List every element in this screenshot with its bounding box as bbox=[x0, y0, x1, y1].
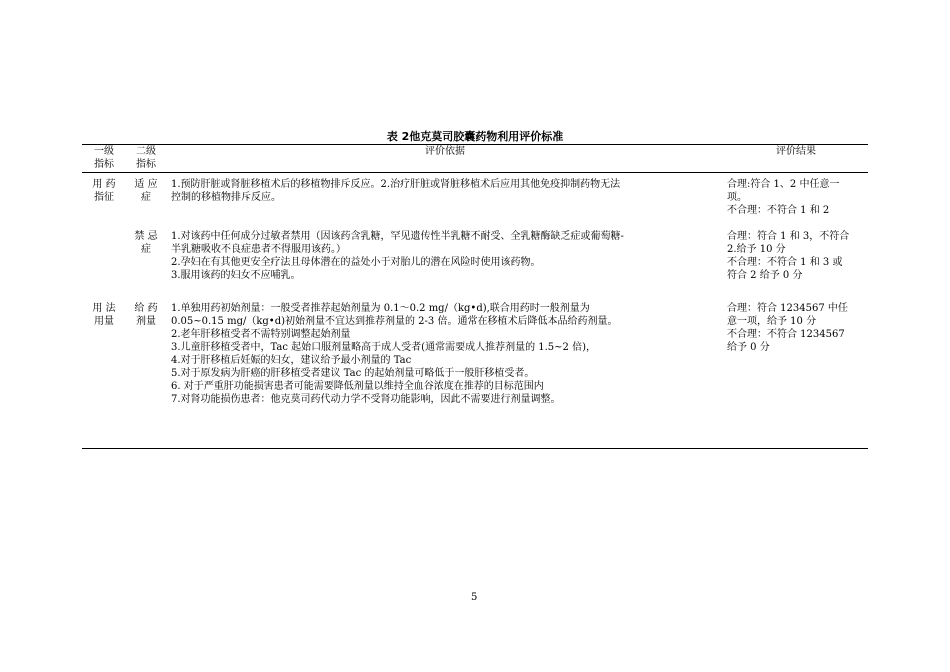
row-dosage-level2: 给 药 剂量 bbox=[134, 303, 158, 327]
header-result: 评价结果 bbox=[776, 146, 816, 157]
row-dosage-level1: 用 法 用量 bbox=[92, 303, 116, 327]
header-level2: 二级 指标 bbox=[136, 146, 156, 170]
row-contraindication-basis: 1.对该药中任何成分过敏者禁用（因该药含乳糖，罕见遗传性半乳糖不耐受、全乳糖酶缺乏症或葡萄糖- 半乳糖吸收不良症患者不得服用该药。） 2.孕妇在有其他更安全疗法且母体潜在的益处小于对胎儿的潜在风险时使用该药物。 3.服用该药的妇女不应哺乳。 bbox=[171, 231, 624, 281]
table-header-rule bbox=[82, 172, 868, 173]
page-number: 5 bbox=[471, 592, 478, 603]
header-level1: 一级 指标 bbox=[94, 146, 114, 170]
row-dosage-basis: 1.单独用药初始剂量：一般受者推荐起始剂量为 0.1～0.2 mg/（kg•d),联合用药时一般剂量为 0.05~0.15 mg/（kg•d)初始剂量不宜达到推荐剂量的 2-3 倍。通常在移植术后降低本品给药剂量。 2.老年肝移植受者不需特别调整起始剂量 3.儿童肝移植受者中，Tac 起始口服剂量略高于成人受者(通常需要成人推荐剂量的 1.5~2 倍)， 4.对于肝移植后妊娠的妇女，建议给予最小剂量的 Tac 5.对于原发病为肝癌的肝移植受者建议 Tac 的起始剂量可略低于一般肝移植受者。 6. 对于严重肝功能损害患者可能需要降低剂量以维持全血谷浓度在推荐的目标范围内 7.对肾功能损伤患者：他克莫司药代动力学不受肾功能影响，因此不需要进行剂量调整。 bbox=[171, 303, 618, 405]
row-contraindication-result: 合理：符合 1 和 3，不符合 2.给予 10 分 不合理：不符合 1 和 3 或 符合 2 给予 0 分 bbox=[727, 231, 850, 281]
row-indication-level2: 适 应 症 bbox=[134, 179, 158, 203]
header-basis: 评价依据 bbox=[425, 146, 465, 157]
row-contraindication-level2: 禁 忌 症 bbox=[134, 231, 158, 255]
row-dosage-result: 合理：符合 1234567 中任 意一项，给予 10 分 不合理：不符合 1234567 给予 0 分 bbox=[727, 303, 848, 353]
row-indication-result: 合理:符合 1、2 中任意一 项。 不合理：不符合 1 和 2 bbox=[727, 179, 840, 216]
row-indication-basis: 1.预防肝脏或肾脏移植术后的移植物排斥反应。2.治疗肝脏或肾脏移植术后应用其他免疫抑制药物无法 控制的移植物排斥反应。 bbox=[171, 179, 621, 203]
table-caption: 表 2他克莫司胶囊药物利用评价标准 bbox=[386, 130, 564, 143]
row-usage-indication-level1: 用 药 指征 bbox=[92, 179, 116, 203]
table-bottom-rule bbox=[82, 448, 868, 449]
